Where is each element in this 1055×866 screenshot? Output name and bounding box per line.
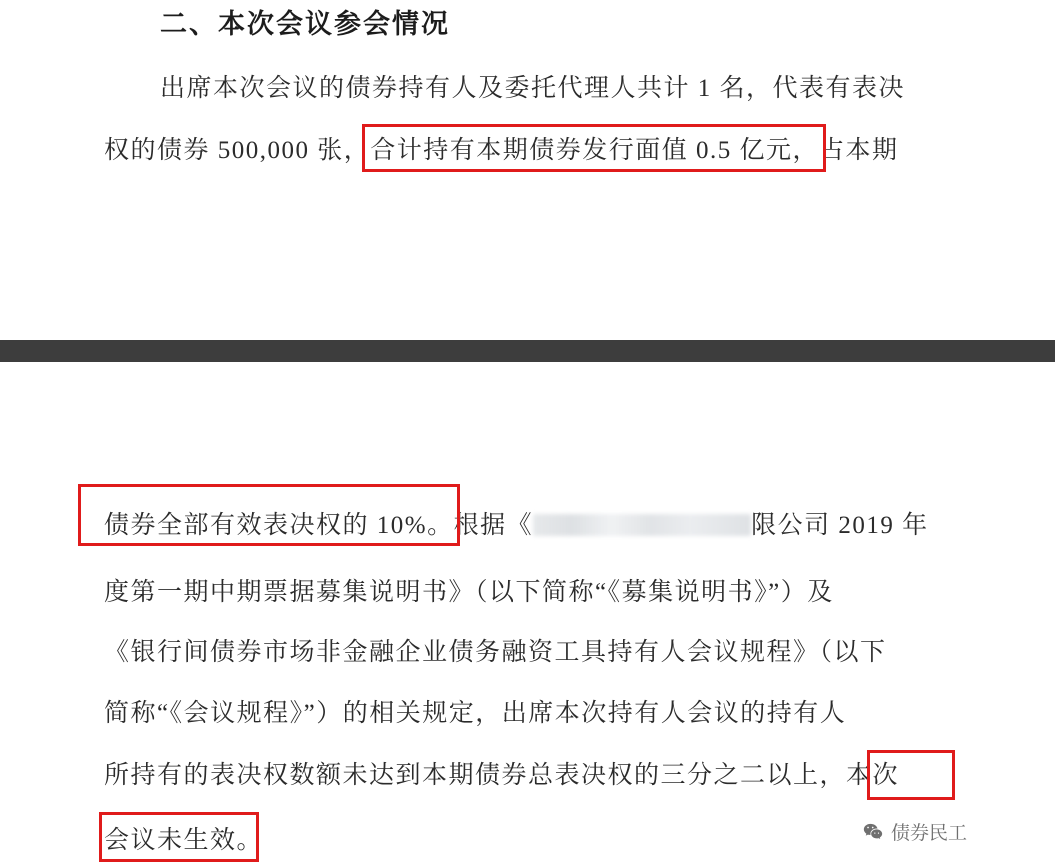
watermark [862, 818, 967, 845]
document-fragment-top [0, 0, 1055, 340]
paragraph-line: 权的债券 500,000 张，合计持有本期债券发行面值 0.5 亿元，占本期 [104, 137, 899, 164]
section-heading: 二、本次会议参会情况 [160, 9, 450, 39]
wechat-icon [862, 821, 884, 843]
paragraph-line-with-redaction [104, 505, 929, 541]
watermark-account-name: 债券民工 [891, 823, 968, 844]
paragraph-line: 简称“《会议规程》”）的相关规定，出席本次持有人会议的持有人 [104, 700, 847, 727]
fragment-separator-band [0, 340, 1055, 362]
line-suffix-text: 限公司 2019 年 [751, 512, 929, 539]
paragraph-line: 所持有的表决权数额未达到本期债券总表决权的三分之二以上，本次 [104, 762, 900, 789]
paragraph-line: 度第一期中期票据募集说明书》（以下简称“《募集说明书》”）及 [104, 579, 834, 606]
paragraph-line: 会议未生效。 [104, 827, 264, 854]
paragraph-line: 出席本次会议的债券持有人及委托代理人共计 1 名，代表有表决 [160, 75, 906, 102]
paragraph-line: 《银行间债券市场非金融企业债务融资工具持有人会议规程》（以下 [104, 639, 887, 666]
redacted-company-name [533, 514, 751, 536]
line-prefix-text: 债券全部有效表决权的 10%。根据《 [104, 512, 534, 539]
